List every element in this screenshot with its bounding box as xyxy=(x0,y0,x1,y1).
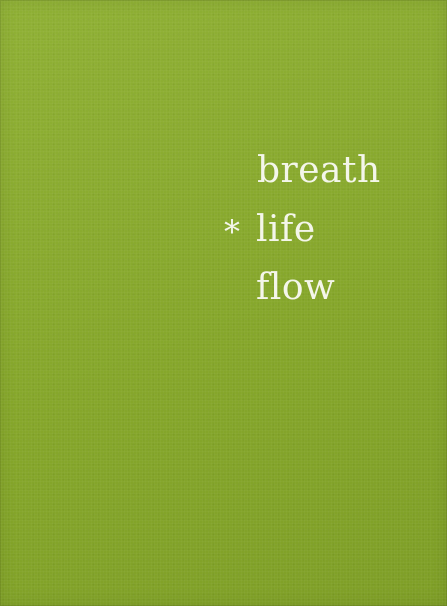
title-line-breath: breath xyxy=(257,150,381,191)
asterisk-icon: * xyxy=(224,213,240,251)
title-line-life: life xyxy=(256,209,316,250)
title-line-flow: flow xyxy=(256,267,336,308)
